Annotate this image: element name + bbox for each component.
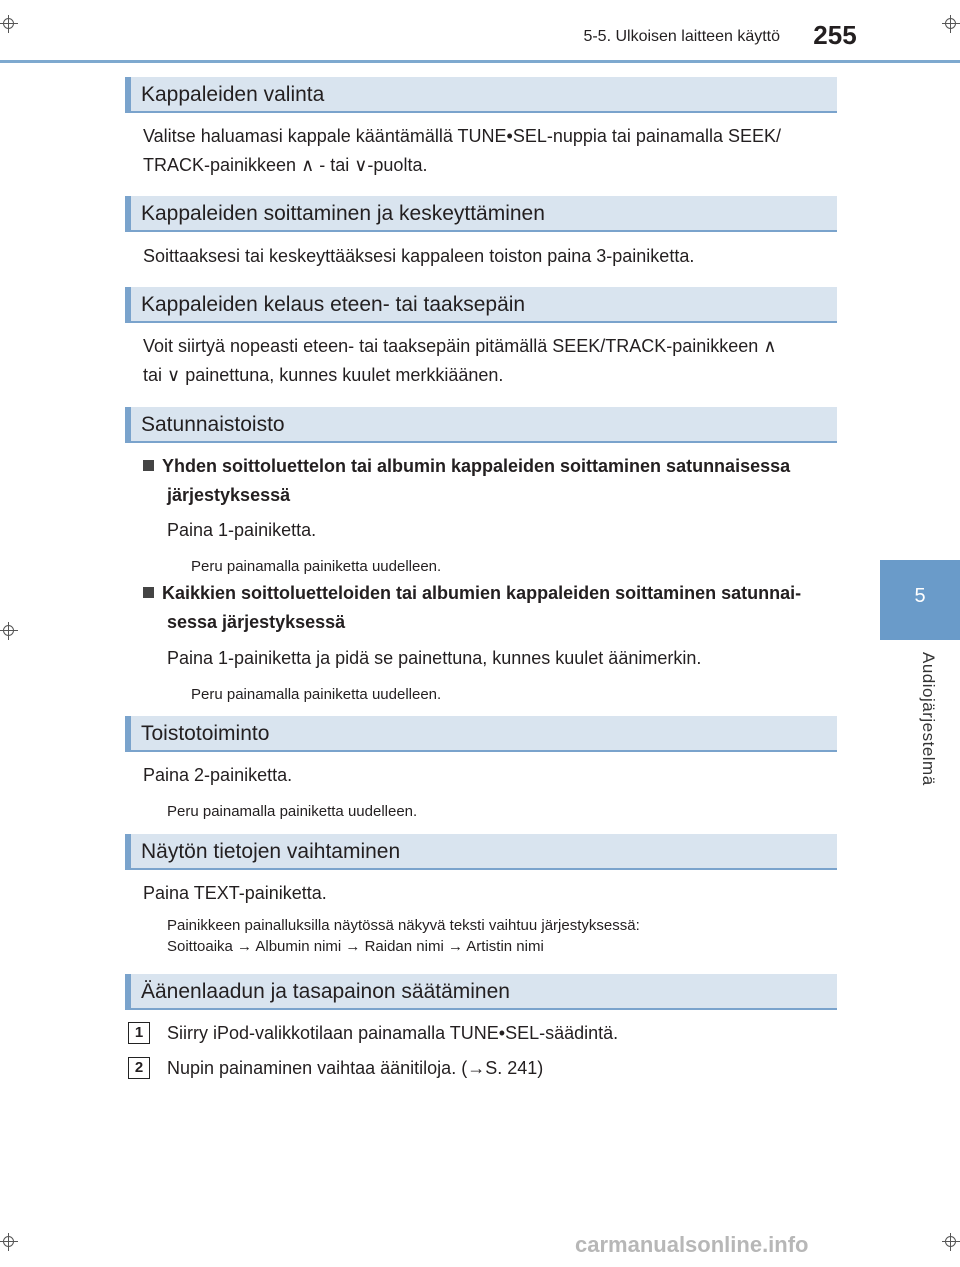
note: Painikkeen painalluksilla näytössä näkyvä teksti vaihtuu järjestyksessä: Soittoaika → Albumin nimi → Raidan nimi → Artistin nimi xyxy=(167,917,640,955)
crop-mark-icon xyxy=(942,1233,960,1251)
header-rule xyxy=(0,60,960,63)
section-heading: Kappaleiden soittaminen ja keskeyttäminen xyxy=(125,196,837,232)
page-number: 255 xyxy=(813,20,857,50)
chapter-tab: 5 xyxy=(880,560,960,640)
step-number: 2 xyxy=(128,1057,150,1079)
crop-mark-icon xyxy=(0,15,18,33)
note: Peru painamalla painiketta uudelleen. xyxy=(191,558,442,575)
crop-mark-icon xyxy=(942,15,960,33)
section-heading: Kappaleiden valinta xyxy=(125,77,837,113)
crop-mark-icon xyxy=(0,622,18,640)
section-heading: Kappaleiden kelaus eteen- tai taaksepäin xyxy=(125,287,837,323)
paragraph: Valitse haluamasi kappale kääntämällä TUNE•SEL-nuppia tai painamalla SEEK/ TRACK-painikkeen ∧ - tai ∨-puolta. xyxy=(143,126,781,175)
paragraph: Paina 1-painiketta. xyxy=(167,520,317,540)
paragraph: Paina 1-painiketta ja pidä se painettuna, kunnes kuulet äänimerkin. xyxy=(167,648,702,668)
paragraph: Soittaaksesi tai keskeyttääksesi kappaleen toiston paina 3-painiketta. xyxy=(143,246,695,266)
section-heading: Äänenlaadun ja tasapainon säätäminen xyxy=(125,974,837,1010)
paragraph: Voit siirtyä nopeasti eteen- tai taaksepäin pitämällä SEEK/TRACK-painikkeen ∧ tai ∨ painettuna, kunnes kuulet merkkiäänen. xyxy=(143,336,777,385)
step-number: 1 xyxy=(128,1022,150,1044)
square-bullet-icon xyxy=(143,587,154,598)
chapter-label: Audiojärjestelmä xyxy=(919,652,938,786)
subheading: Yhden soittoluettelon tai albumin kappaleiden soittaminen satunnaisessa järjestyksessä xyxy=(143,452,838,510)
step-text: Nupin painaminen vaihtaa äänitiloja. (→S. 241) xyxy=(167,1058,544,1078)
section-heading: Toistotoiminto xyxy=(125,716,837,752)
running-header: 5-5. Ulkoisen laitteen käyttö xyxy=(583,28,780,45)
watermark: carmanualsonline.info xyxy=(575,1232,809,1257)
note: Peru painamalla painiketta uudelleen. xyxy=(191,686,442,703)
step-text: Siirry iPod-valikkotilaan painamalla TUNE•SEL-säädintä. xyxy=(167,1023,619,1043)
note: Peru painamalla painiketta uudelleen. xyxy=(167,803,418,820)
section-heading: Satunnaistoisto xyxy=(125,407,837,443)
section-heading: Näytön tietojen vaihtaminen xyxy=(125,834,837,870)
paragraph: Paina TEXT-painiketta. xyxy=(143,883,327,903)
subheading: Kaikkien soittoluetteloiden tai albumien kappaleiden soittaminen satunnai- sessa järjestyksessä xyxy=(143,579,838,637)
paragraph: Paina 2-painiketta. xyxy=(143,765,293,785)
crop-mark-icon xyxy=(0,1233,18,1251)
square-bullet-icon xyxy=(143,460,154,471)
